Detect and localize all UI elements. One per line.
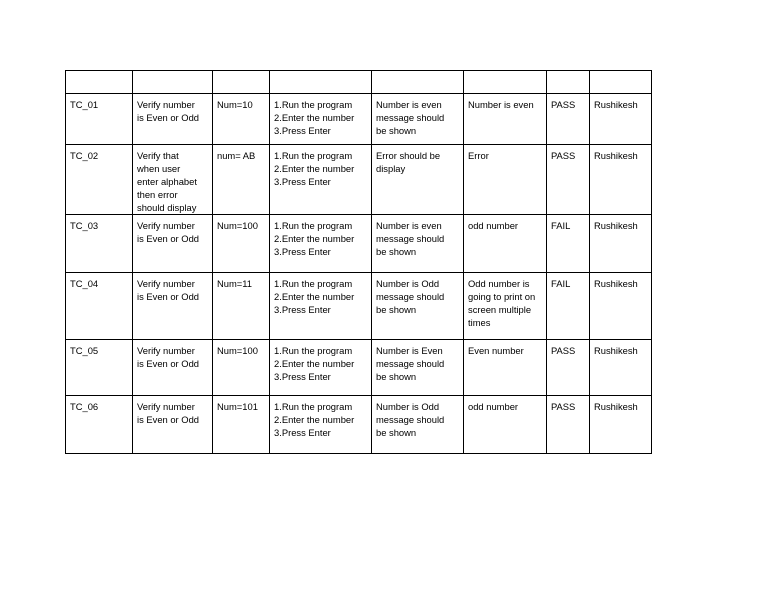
tester-name: Rushikesh [590,215,652,273]
expected-result: Number is even message should be shown [372,215,464,273]
test-description: Verify number is Even or Odd [133,273,213,340]
test-data: Num=11 [213,273,270,340]
test-data: num= AB [213,145,270,215]
test-steps: 1.Run the program 2.Enter the number 3.Press Enter [270,215,372,273]
tester-name: Rushikesh [590,396,652,454]
test-description: Verify number is Even or Odd [133,396,213,454]
test-description: Verify that when user enter alphabet then error should display [133,145,213,215]
test-data: Num=10 [213,94,270,145]
header-cell [590,71,652,94]
test-status: FAIL [547,215,590,273]
header-cell [270,71,372,94]
table-row [66,340,652,396]
test-status: PASS [547,94,590,145]
expected-result: Error should be display [372,145,464,215]
table-row [66,145,652,215]
header-row [66,71,652,94]
header-cell [133,71,213,94]
actual-result: Error [464,145,547,215]
header-cell [66,71,133,94]
test-steps: 1.Run the program 2.Enter the number 3.Press Enter [270,145,372,215]
tester-name: Rushikesh [590,273,652,340]
table-row [66,396,652,454]
test-steps: 1.Run the program 2.Enter the number 3.Press Enter [270,94,372,145]
actual-result: odd number [464,396,547,454]
test-data: Num=101 [213,396,270,454]
test-case-id: TC_01 [66,94,133,145]
test-steps: 1.Run the program 2.Enter the number 3.Press Enter [270,396,372,454]
table-row [66,273,652,340]
actual-result: Odd number is going to print on screen multiple times [464,273,547,340]
test-description: Verify number is Even or Odd [133,340,213,396]
actual-result: Number is even [464,94,547,145]
test-status: PASS [547,396,590,454]
test-status: PASS [547,145,590,215]
test-case-table [65,70,652,454]
actual-result: odd number [464,215,547,273]
test-case-id: TC_05 [66,340,133,396]
test-description: Verify number is Even or Odd [133,215,213,273]
table-row [66,215,652,273]
test-case-id: TC_03 [66,215,133,273]
expected-result: Number is Odd message should be shown [372,396,464,454]
test-status: FAIL [547,273,590,340]
header-cell [464,71,547,94]
test-steps: 1.Run the program 2.Enter the number 3.Press Enter [270,273,372,340]
header-cell [213,71,270,94]
test-case-id: TC_06 [66,396,133,454]
test-description: Verify number is Even or Odd [133,94,213,145]
test-case-id: TC_02 [66,145,133,215]
actual-result: Even number [464,340,547,396]
expected-result: Number is Even message should be shown [372,340,464,396]
header-cell [547,71,590,94]
header-cell [372,71,464,94]
tester-name: Rushikesh [590,94,652,145]
expected-result: Number is even message should be shown [372,94,464,145]
tester-name: Rushikesh [590,340,652,396]
test-case-id: TC_04 [66,273,133,340]
test-data: Num=100 [213,215,270,273]
expected-result: Number is Odd message should be shown [372,273,464,340]
test-status: PASS [547,340,590,396]
table-row [66,94,652,145]
tester-name: Rushikesh [590,145,652,215]
test-data: Num=100 [213,340,270,396]
test-steps: 1.Run the program 2.Enter the number 3.Press Enter [270,340,372,396]
